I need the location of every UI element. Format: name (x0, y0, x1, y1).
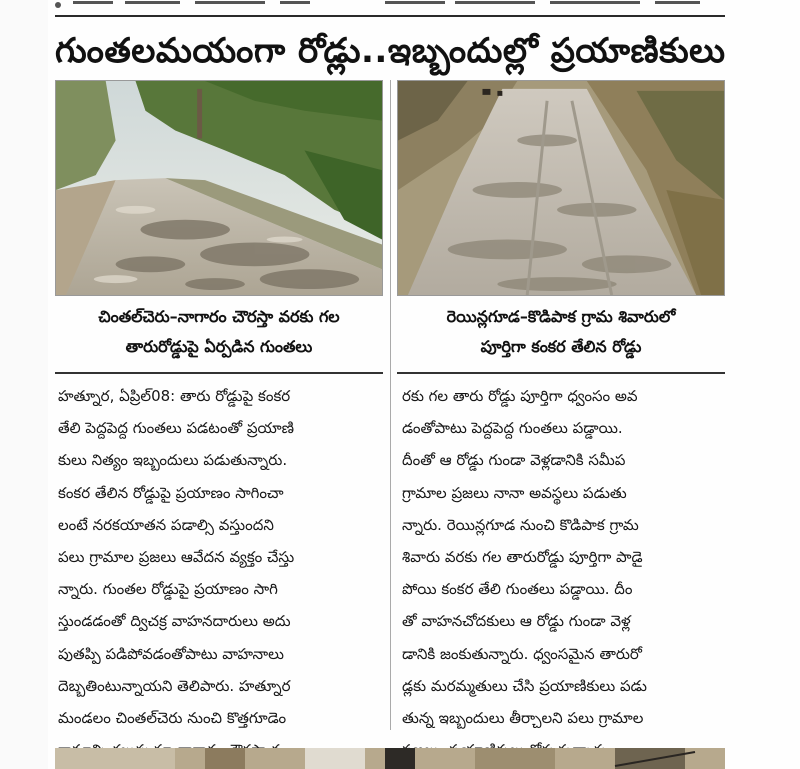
previous-article-text-fragment-graphic (55, 0, 725, 14)
body-line: పలు గ్రామాల ప్రజలు ఆవేదన వ్యక్తం చేస్తు (58, 548, 295, 567)
road-photo-right (397, 80, 725, 296)
caption-line: తారురోడ్డుపై ఏర్పడిన గుంతలు (125, 337, 313, 356)
body-line: తేలి పెద్దపెద్ద గుంతలు పడటంతో ప్రయాణి (58, 419, 295, 438)
page-margin (0, 0, 48, 769)
body-line: కులు నిత్యం ఇబ్బందులు పడుతున్నారు. (58, 451, 288, 470)
body-line: దీంతో ఆ రోడ్డు గుండా వెళ్లడానికి సమీప (402, 451, 626, 470)
body-line: పుతప్పి పడిపోవడంతోపాటు వాహనాలు (58, 644, 284, 663)
article-body-left (58, 380, 380, 766)
body-line: లంటే నరకయాతన పడాల్సి వస్తుందని (58, 515, 274, 534)
caption-line: పూర్తిగా కంకర తేలిన రోడ్డు (480, 337, 642, 356)
body-line: న్నారు. రెయిన్లగూడ నుంచి కొడిపాక గ్రామ (402, 515, 639, 534)
body-line: స్తుండడంతో ద్విచక్ర వాహనదారులు అదు (58, 612, 291, 631)
caption-divider-right (397, 372, 725, 374)
body-line: కంకర తేలిన రోడ్డుపై ప్రయాణం సాగించా (58, 483, 284, 502)
road-photo-icon (398, 81, 724, 295)
article-body-right (402, 380, 722, 766)
body-line: తున్న ఇబ్బందులు తీర్చాలని పలు గ్రామాల (402, 709, 644, 728)
body-line: రకు గల తారు రోడ్డు పూర్తిగా ధ్వంసం అవ (402, 387, 638, 405)
caption-line: రెయిన్లగూడ–కొడిపాక గ్రామ శివారులో (446, 307, 676, 326)
body-line: డానికి జంకుతున్నారు. ధ్వంసమైన తారురో (402, 644, 642, 663)
body-line: డ్లకు మరమ్మతులు చేసి ప్రయాణికులు పడు (402, 676, 647, 695)
road-photo-left (55, 80, 383, 296)
body-line: తో వాహనచోదకులు ఆ రోడ్డు గుండా వెళ్ల (402, 612, 631, 631)
caption-left (55, 302, 383, 370)
next-article-photo-strip (55, 748, 725, 769)
caption-line: చింతల్‌చెరు–నాగారం చౌరస్తా వరకు గల (98, 307, 340, 326)
body-line: న్నారు. గుంతల రోడ్డుపై ప్రయాణం సాగి (58, 580, 278, 599)
caption-right (397, 302, 725, 370)
top-divider (55, 15, 725, 17)
body-line: హత్నూర, ఏప్రిల్‌08: తారు రోడ్డుపై కంకర (58, 387, 291, 405)
photo-strip-icon (55, 748, 725, 769)
body-line: శివారు వరకు గల తారురోడ్డు పూర్తిగా పాడై (402, 548, 643, 567)
body-line: డంతోపాటు పెద్దపెద్ద గుంతలు పడ్డాయి. (402, 419, 623, 438)
column-divider (390, 80, 391, 730)
headline: గుంతలమయంగా రోడ్లు..ఇబ్బందుల్లో ప్రయాణికులు (55, 31, 725, 71)
previous-article-fragment (55, 0, 725, 14)
body-line: పోయి కంకర తేలి గుంతలు పడ్డాయి. దీం (402, 580, 633, 599)
road-photo-icon (56, 81, 382, 295)
caption-divider-left (55, 372, 383, 374)
body-line: మండలం చింతల్‌చెరు నుంచి కొత్తగూడెం (58, 709, 287, 728)
body-line: గ్రామాల ప్రజలు నానా అవస్థలు పడుతు (402, 483, 627, 502)
body-line: దెబ్బతింటున్నాయని తెలిపారు. హత్నూర (58, 676, 291, 695)
